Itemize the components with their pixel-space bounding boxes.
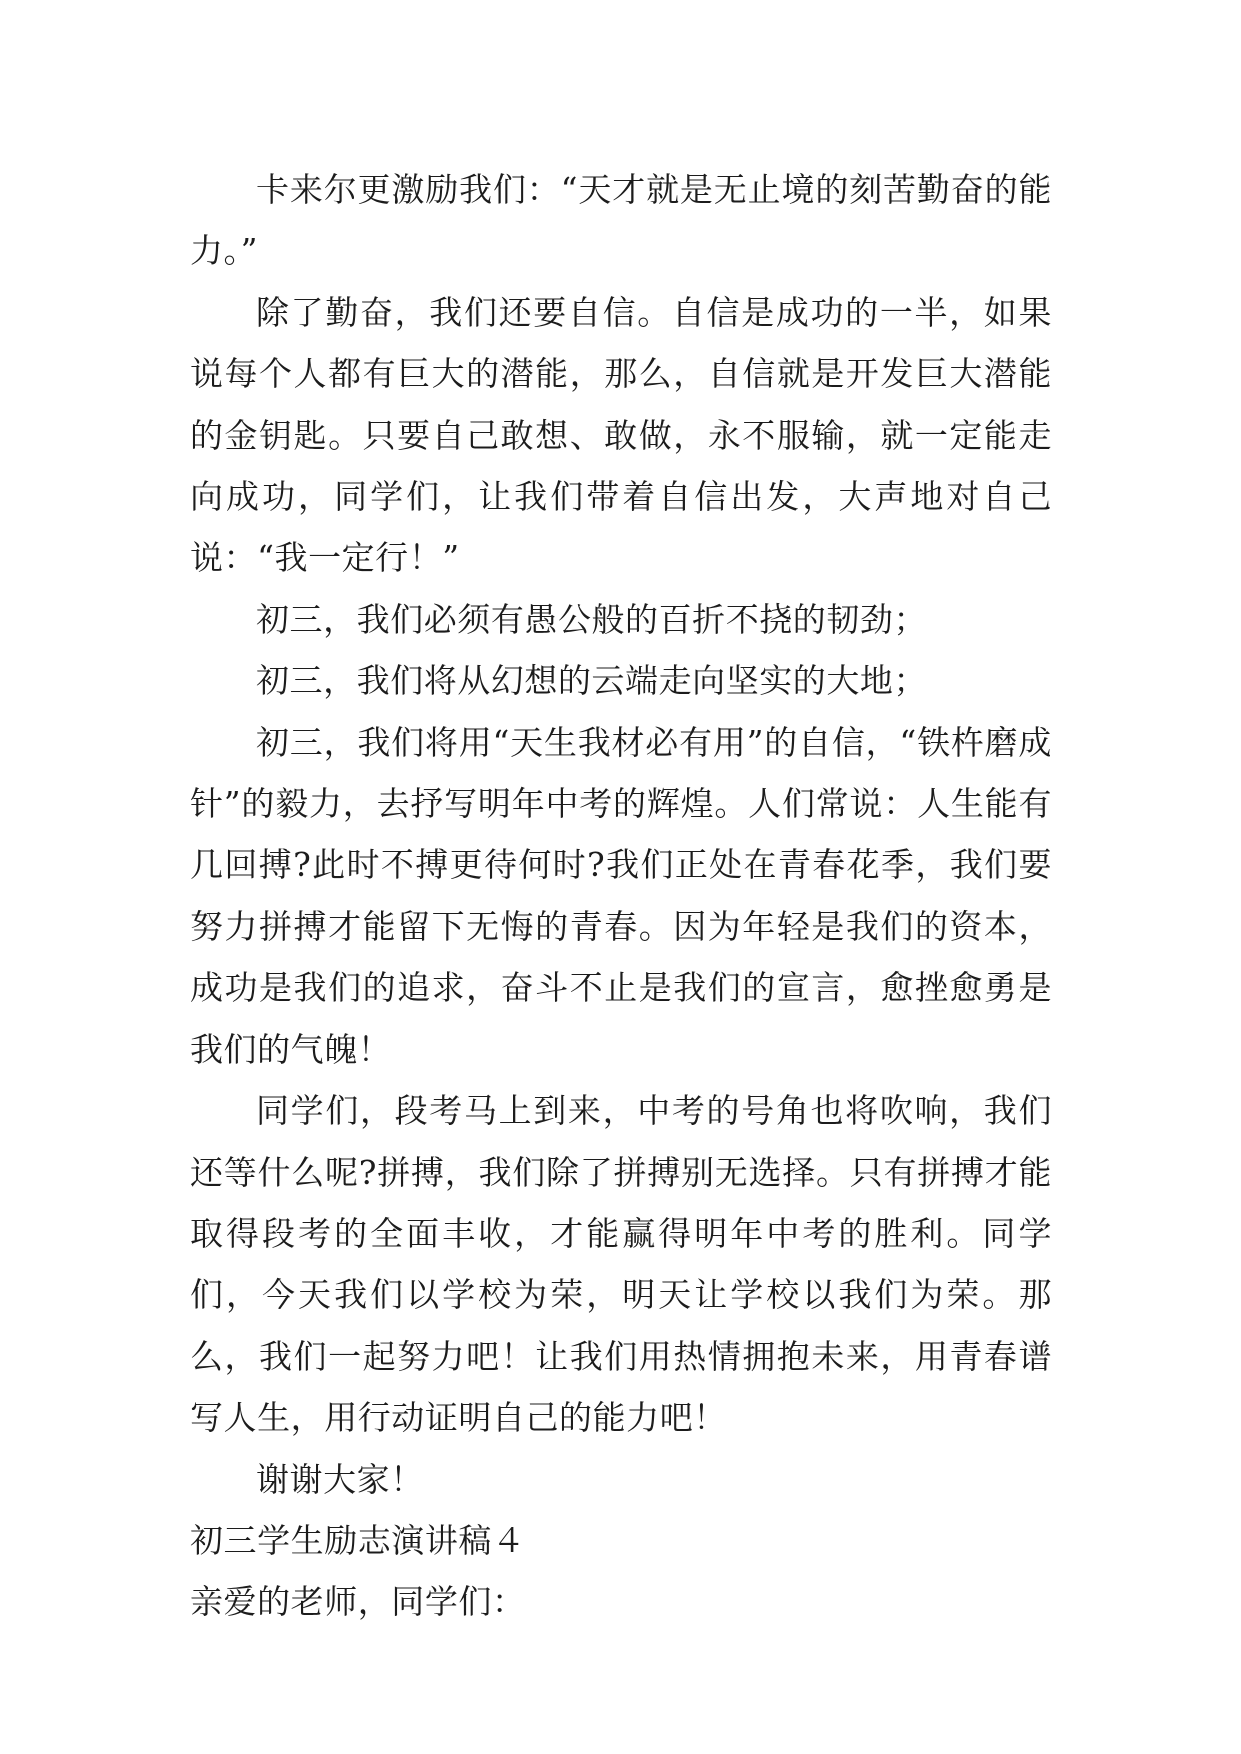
- salutation: 亲爱的老师，同学们：: [190, 1582, 526, 1622]
- section-title: 初三学生励志演讲稿４: [190, 1520, 526, 1560]
- document-body: [190, 159, 1052, 1633]
- paragraph: 卡来尔更激励我们：“天才就是无止境的刻苦勤奋的能力。”: [190, 170, 1052, 271]
- paragraph: 初三，我们将从幻想的云端走向坚实的大地；: [256, 661, 927, 701]
- paragraph: 初三，我们必须有愚公般的百折不挠的韧劲；: [256, 599, 927, 639]
- paragraph: 同学们，段考马上到来，中考的号角也将吹响，我们还等什么呢?拼搏，我们除了拼搏别无选择。只有拼搏才能取得段考的全面丰收，才能赢得明年中考的胜利。同学们，今天我们以学校为荣，明天让学校以我们为荣。那么，我们一起努力吧！让我们用热情拥抱未来，用青春谱写人生，用行动证明自己的能力吧！: [190, 1091, 1052, 1438]
- paragraph: 初三，我们将用“天生我材必有用”的自信，“铁杵磨成针”的毅力，去抒写明年中考的辉煌。人们常说：人生能有几回搏?此时不搏更待何时?我们正处在青春花季，我们要努力拼搏才能留下无悔的青春。因为年轻是我们的资本，成功是我们的追求，奋斗不止是我们的宣言，愈挫愈勇是我们的气魄！: [190, 722, 1052, 1069]
- paragraph: 除了勤奋，我们还要自信。自信是成功的一半，如果说每个人都有巨大的潜能，那么，自信就是开发巨大潜能的金钥匙。只要自己敢想、敢做，永不服输，就一定能走向成功，同学们，让我们带着自信出发，大声地对自己说：“我一定行！”: [190, 292, 1052, 578]
- closing-line: 谢谢大家！: [256, 1459, 424, 1499]
